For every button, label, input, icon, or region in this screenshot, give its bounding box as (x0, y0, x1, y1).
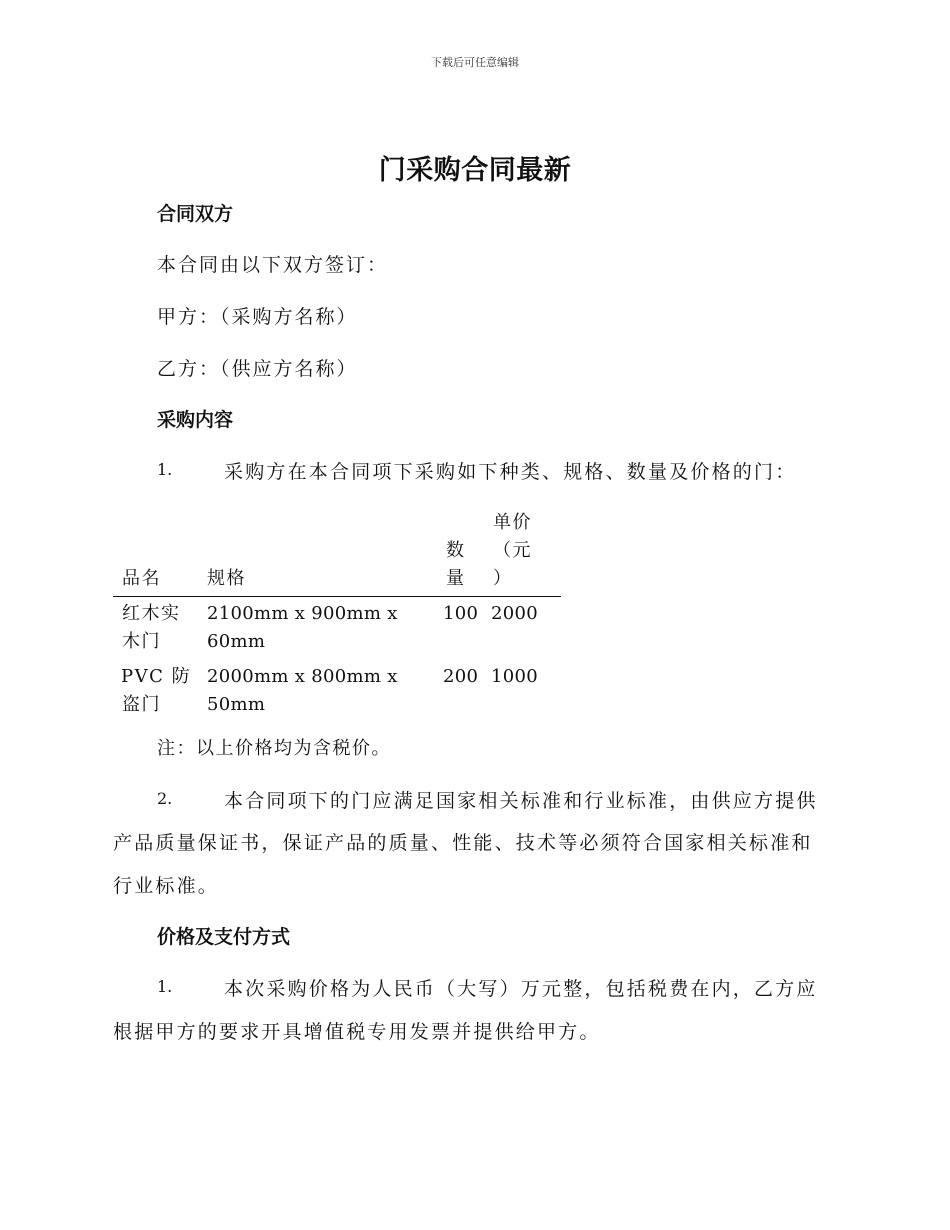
document-title: 门采购合同最新 (378, 155, 572, 186)
party-b: 乙方：（供应方名称） (157, 358, 358, 380)
table-header-spec: 规格 (207, 568, 246, 589)
parties-intro: 本合同由以下双方签订： (157, 254, 389, 276)
section-heading-payment: 价格及支付方式 (157, 926, 291, 948)
table-cell-name-line1: PVC 防 (121, 666, 192, 687)
table-cell-price: 1000 (491, 666, 539, 687)
purchase-item2-line2: 产品质量保证书，保证产品的质量、性能、技术等必须符合国家相关标准和 (113, 832, 813, 854)
payment-item1-line2: 根据甲方的要求开具增值税专用发票并提供给甲方。 (113, 1021, 601, 1043)
table-cell-qty: 200 (443, 666, 479, 687)
table-cell-spec-line1: 2000mm x 800mm x (207, 666, 398, 687)
payment-item1-number: 1. (157, 977, 173, 996)
header-note: 下载后可任意编辑 (431, 56, 519, 69)
table-cell-qty: 100 (443, 603, 479, 624)
section-heading-purchase: 采购内容 (157, 409, 234, 431)
purchase-item1-text: 采购方在本合同项下采购如下种类、规格、数量及价格的门： (224, 461, 797, 483)
table-header-qty-line1: 数 (446, 540, 466, 561)
purchase-item2-line3: 行业标准。 (113, 875, 220, 897)
payment-item1-line1: 本次采购价格为人民币（大写）万元整，包括税费在内，乙方应 (224, 978, 818, 1000)
table-cell-name-line2: 木门 (122, 631, 161, 652)
purchase-item2-line1: 本合同项下的门应满足国家相关标准和行业标准，由供应方提供 (224, 790, 818, 812)
table-cell-spec-line2: 50mm (207, 694, 266, 715)
table-header-price-line3: ） (493, 568, 513, 589)
table-cell-spec-line1: 2100mm x 900mm x (207, 603, 398, 624)
purchase-item2-number: 2. (157, 789, 173, 808)
table-header-price-line1: 单价 (493, 512, 532, 533)
table-header-qty-line2: 量 (446, 568, 466, 589)
party-a: 甲方：（采购方名称） (157, 306, 358, 328)
purchase-item1-number: 1. (157, 460, 173, 479)
table-cell-price: 2000 (491, 603, 539, 624)
table-header-rule (113, 596, 561, 597)
price-note: 注：以上价格均为含税价。 (157, 738, 391, 759)
table-cell-name-line2: 盗门 (122, 694, 161, 715)
table-cell-spec-line2: 60mm (207, 631, 266, 652)
section-heading-parties: 合同双方 (157, 203, 234, 225)
table-header-name: 品名 (122, 568, 161, 589)
table-header-price-line2: （元 (493, 540, 532, 561)
table-cell-name-line1: 红木实 (122, 603, 181, 624)
